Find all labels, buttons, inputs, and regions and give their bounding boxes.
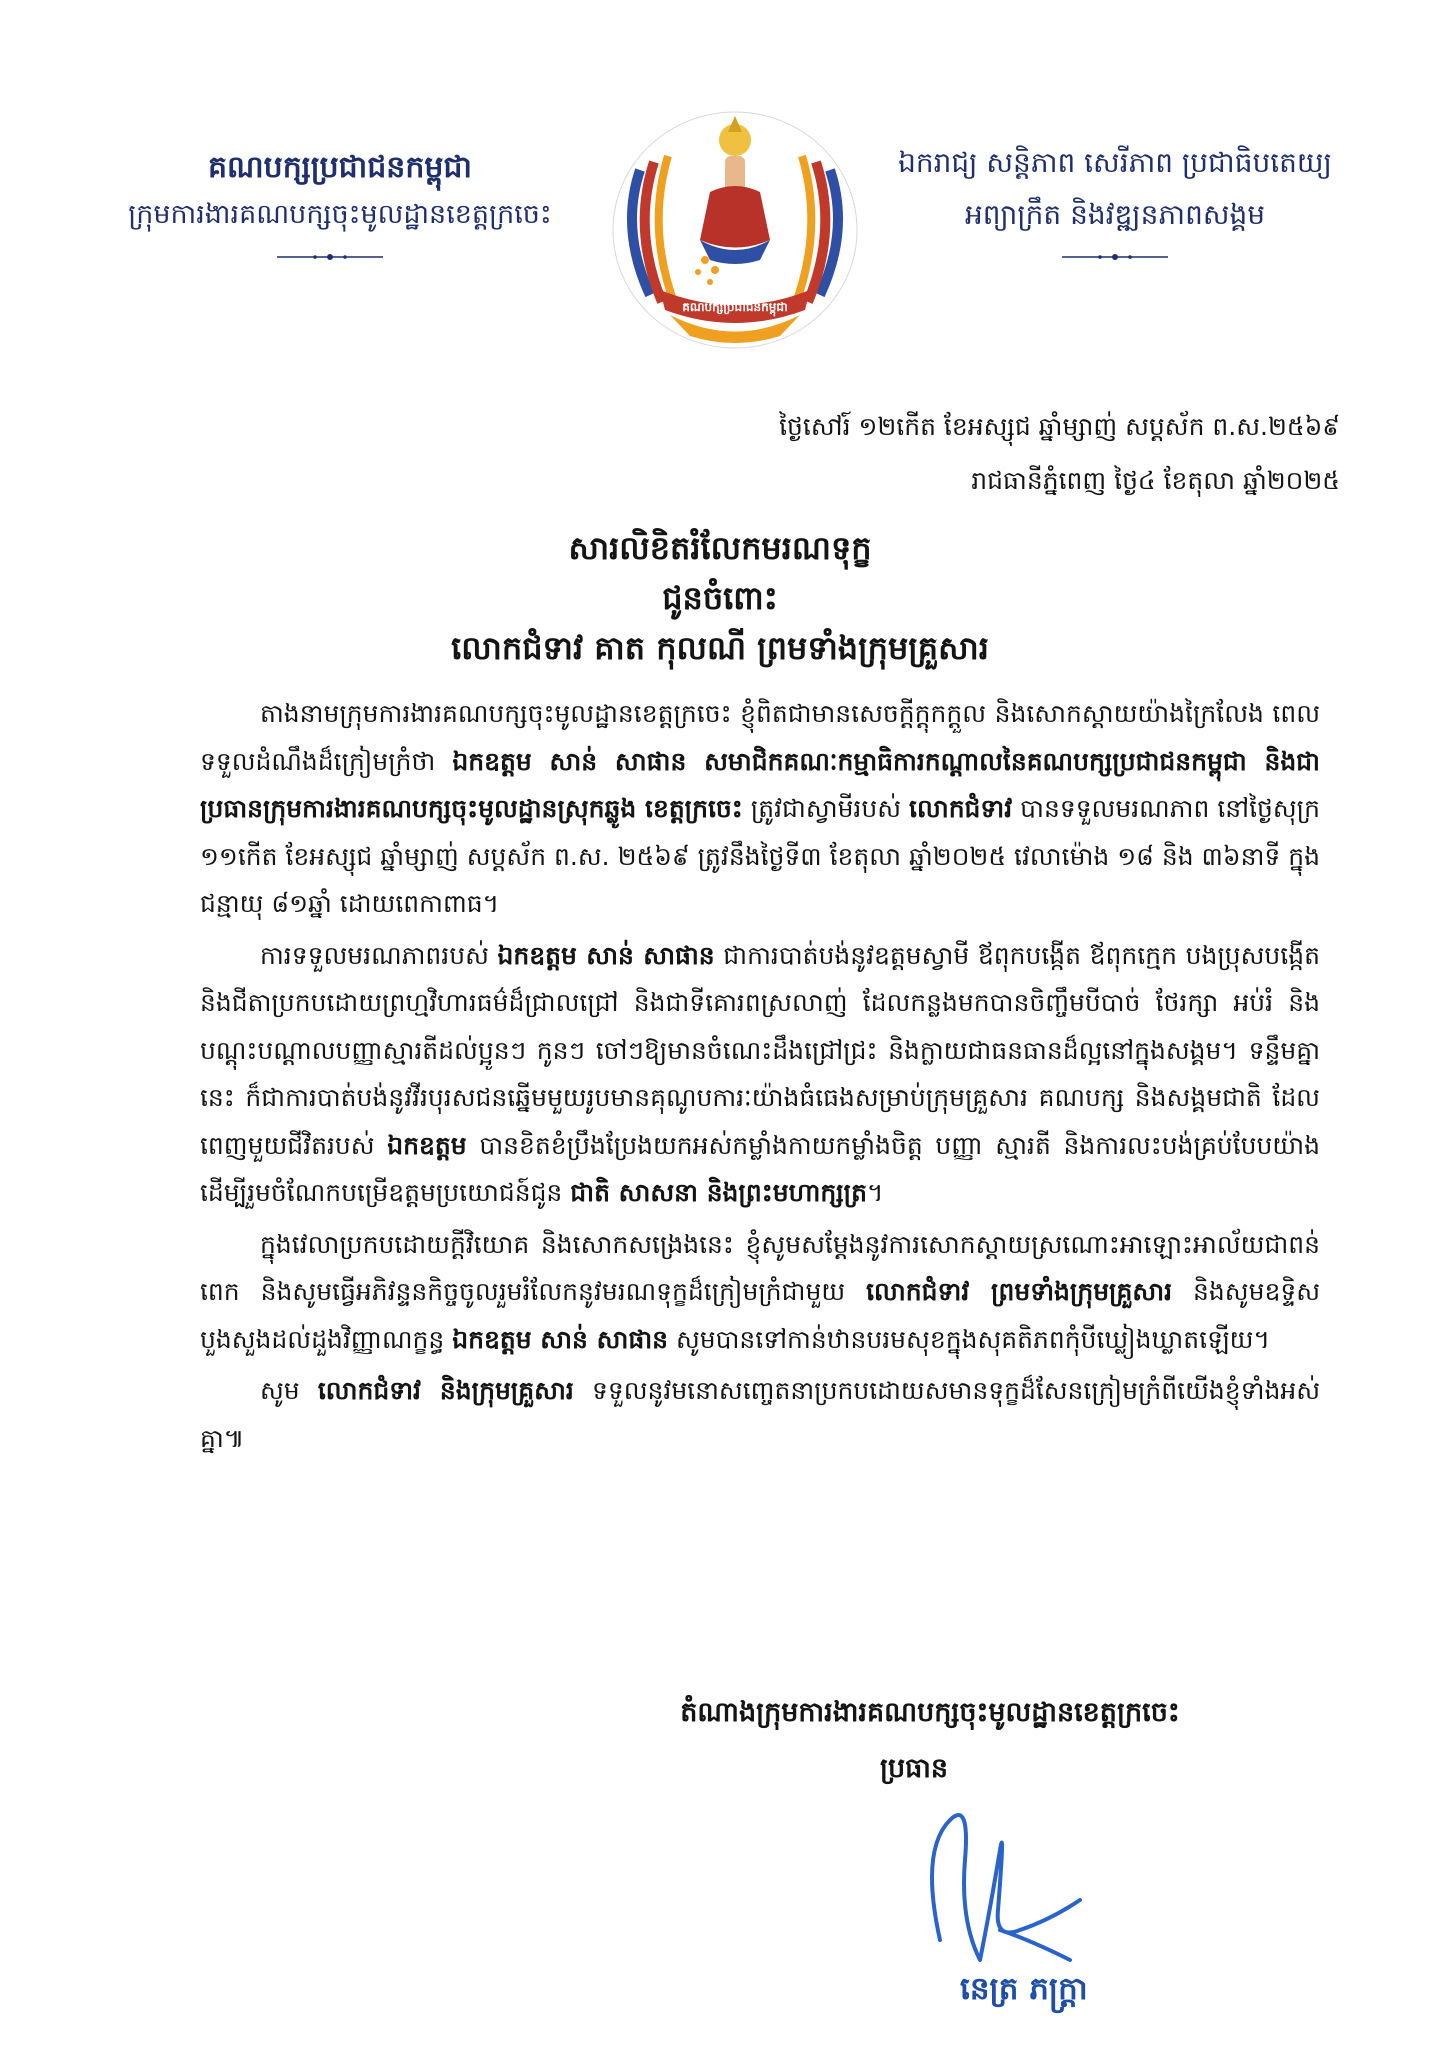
right-ornament-divider [1060, 250, 1170, 264]
paragraph-2: ការទទួលមរណភាពរបស់ ឯកឧត្តម សាន់ សាផាន ជាការបាត់បង់នូវឧត្តមស្វាមី ឪពុកបង្កើត ឪពុកក្មេក បងប្រុសបង្កើត និងជីតាប្រកបដោយព្រហ្មវិហារធម៌ដ៏ជ្រាលជ្រៅ និងជាទីគោរពស្រលាញ់ ដែលកន្លងមកបានចិញ្ចឹមបីបាច់ ថែរក្សា អប់រំ និងបណ្តុះបណ្តាលបញ្ញាស្មារតីដល់ប្អូនៗ កូនៗ ចៅៗឱ្យមានចំណេះដឹងជ្រៅជ្រះ និងក្លាយជាធនធានដ៏ល្អនៅក្នុងសង្គម។ ទន្ទឹមគ្នានេះ ក៏ជាការបាត់បង់នូវវីរបុរសជនឆ្នើមមួយរូបមានគុណូបការៈយ៉ាងធំធេងសម្រាប់ក្រុមគ្រួសារ គណបក្ស និងសង្គមជាតិ ដែលពេញមួយជីវិតរបស់ ឯកឧត្តម បានខិតខំប្រឹងប្រែងយកអស់កម្លាំងកាយកម្លាំងចិត្ត បញ្ញា ស្មារតី និងការលះបង់គ្រប់បែបយ៉ាងដើម្បីរួមចំណែកបម្រើឧត្តមប្រយោជន៍ជូន ជាតិ សាសនា និងព្រះមហាក្សត្រ។ [200, 940, 1320, 1207]
emblem-banner-text: គណបក្សប្រជាជនកម្ពុជា [682, 300, 788, 314]
place-and-solar-date: រាជធានីភ្នំពេញ ថ្ងៃ៤ ខែតុលា ឆ្នាំ២០២៥ [971, 466, 1340, 495]
left-ornament-divider [275, 250, 385, 264]
paragraph-1: តាងនាមក្រុមការងារគណបក្សចុះមូលដ្ឋានខេត្តក្រចេះ ខ្ញុំពិតជាមានសេចក្តីក្តុកក្តួល និងសោកស្តាយយ៉ាងក្រៃលែង ពេលទទួលដំណឹងដ៏ក្រៀមក្រំថា ឯកឧត្តម សាន់ សាផាន សមាជិកគណៈកម្មាធិការកណ្តាលនៃគណបក្សប្រជាជនកម្ពុជា និងជាប្រធានក្រុមការងារគណបក្សចុះមូលដ្ឋានស្រុកឆ្លូង ខេត្តក្រចេះ ត្រូវជាស្វាមីរបស់ លោកជំទាវ បានទទួលមរណភាព នៅថ្ងៃសុក្រ ១១កើត ខែអស្សុជ ឆ្នាំម្សាញ់ សប្តស័ក ព.ស. ២៥៦៩ ត្រូវនឹងថ្ងៃទី៣ ខែតុលា ឆ្នាំ២០២៥ វេលាម៉ោង ១៨ និង ៣៦នាទី ក្នុងជន្មាយុ ៨១ឆ្នាំ ដោយពេកាពាធ។ [200, 699, 1320, 918]
letter-body [200, 690, 1320, 1466]
national-motto-line1: ឯករាជ្យ សន្តិភាព សេរីភាព ប្រជាធិបតេយ្យ [898, 146, 1332, 179]
signatory-role: ប្រធាន [880, 1753, 949, 1784]
paragraph-3: ក្នុងវេលាប្រកបដោយក្តីវិយោគ និងសោកសង្រេងនេះ ខ្ញុំសូមសម្តែងនូវការសោកស្តាយស្រណោះអាឡោះអាល័យជាពន់ពេក និងសូមធ្វើអភិវន្ទនកិច្ចចូលរួមរំលែកនូវមរណទុក្ខដ៏ក្រៀមក្រំជាមួយ លោកជំទាវ ព្រមទាំងក្រុមគ្រួសារ និងសូមឧទ្ទិសបួងសួងដល់ដួងវិញ្ញាណក្ខន្ធ ឯកឧត្តម សាន់ សាផាន សូមបានទៅកាន់ឋានបរមសុខក្នុងសុគតិភពកុំបីឃ្លៀងឃ្លាតឡើយ។ [200, 1229, 1321, 1354]
letter-title: សារលិខិតរំលែកមរណទុក្ខ [568, 529, 872, 567]
national-motto-line2: អព្យាក្រឹត និងវឌ្ឍនភាពសង្គម [964, 198, 1266, 231]
lunar-date: ថ្ងៃសៅរ៍ ១២កើត ខែអស្សុជ ឆ្នាំម្សាញ់ សប្តស័ក ព.ស.២៥៦៩ [779, 412, 1340, 441]
cpp-party-emblem [610, 110, 860, 350]
signatory-name: នេត្រ ភក្ត្រា [960, 1971, 1088, 2007]
paragraph-4: សូម លោកជំទាវ និងក្រុមគ្រួសារ ទទួលនូវមនោសញ្ចេតនាប្រកបដោយសមានទុក្ខដ៏សែនក្រៀមក្រំពីយើងខ្ញុំទាំងអស់គ្នា៕ [200, 1376, 1320, 1453]
signatory-organization: តំណាងក្រុមការងារគណបក្សចុះមូលដ្ឋានខេត្តក្រចេះ [680, 1697, 1180, 1728]
provincial-committee: ក្រុមការងារគណបក្សចុះមូលដ្ឋានខេត្តក្រចេះ [128, 199, 552, 230]
party-name: គណបក្សប្រជាជនកម្ពុជា [208, 150, 472, 185]
letter-addressed-to: ជូនចំពោះ [662, 579, 778, 617]
letter-recipient: លោកជំទាវ គាត កុលណី ព្រមទាំងក្រុមគ្រួសារ [451, 629, 989, 667]
